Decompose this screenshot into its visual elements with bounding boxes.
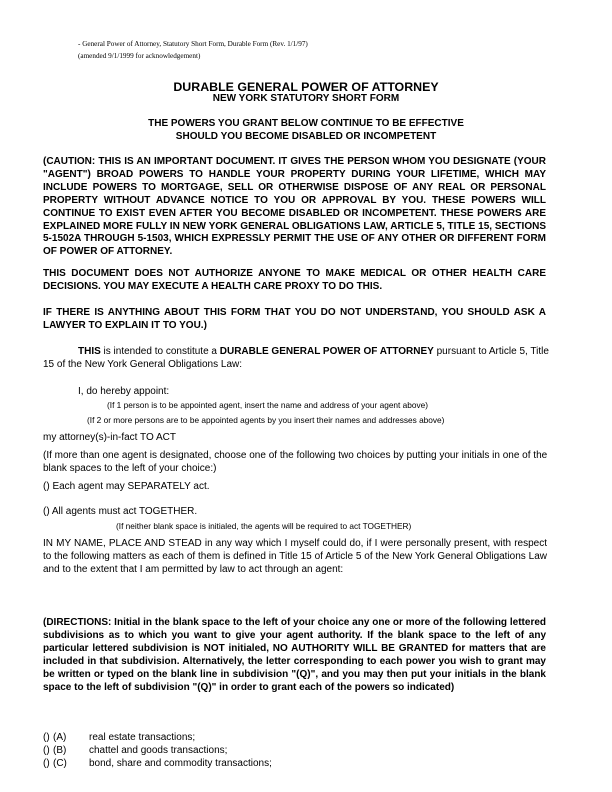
in-my-name-paragraph: IN MY NAME, PLACE AND STEAD in any way which I myself could do, if I were personally present, with respect to the following matters as each of them is defined in Title 15 of Article 5 of the New York General Obligations Law and to the extent that I am permitted by law to act through an agent:: [43, 538, 547, 575]
directions-paragraph: (DIRECTIONS: Initial in the blank space to the left of your choice any one or more of the following lettered subdivisions as to which you want to give your agent authority. If the blank space to the left of any particular lettered subdivision is NOT initialed, NO AUTHORITY WILL BE GRANTED for matters that are included in that subdivision. Alternatively, the letter corresponding to each power you wish to grant may be written or typed on the blank line in subdivision "(Q)", and you may then put your initials in the blank space to the left of subdivision "(Q)" in order to grant each of the powers so indicated): [43, 617, 546, 693]
effective-notice: [0, 117, 612, 143]
caution-paragraph: (CAUTION: THIS IS AN IMPORTANT DOCUMENT. IT GIVES THE PERSON WHOM YOU DESIGNATE (YOUR "AGENT") BROAD POWERS TO HANDLE YOUR PROPERTY DURING YOUR LIFETIME, WHICH MAY INCLUDE POWERS TO MORTGAGE, SELL OR OTHERWISE DISPOSE OF ANY REAL OR PERSONAL PROPERTY WITHOUT ADVANCE NOTICE TO YOU OR APPROVAL BY YOU. THESE POWERS WILL CONTINUE TO EXIST EVEN AFTER YOU BECOME DISABLED OR INCOMPETENT. THESE POWERS ARE EXPLAINED MORE FULLY IN NEW YORK GENERAL OBLIGATIONS LAW, ARTICLE 5, TITLE 15, SECTIONS 5-1502A THROUGH 5-1503, WHICH EXPRESSLY PERMIT THE USE OF ANY OTHER OR DIFFERENT FORM OF POWER OF ATTORNEY.: [43, 156, 546, 258]
intro-paragraph: [43, 346, 553, 372]
attorney-in-fact-line: my attorney(s)-in-fact TO ACT: [43, 432, 176, 443]
separately-option: () Each agent may SEPARATELY act.: [43, 481, 210, 492]
no-medical-paragraph: THIS DOCUMENT DOES NOT AUTHORIZE ANYONE TO MAKE MEDICAL OR OTHER HEALTH CARE DECISIONS. YOU MAY EXECUTE A HEALTH CARE PROXY TO DO THIS.: [43, 268, 546, 292]
note-together-default: (If neither blank space is initialed, the agents will be required to act TOGETHER): [116, 521, 412, 531]
subdivision-text: bond, share and commodity transactions;: [89, 758, 272, 769]
choose-instruction: (If more than one agent is designated, choose one of the following two choices by putting your initials in one of the blank spaces to the left of your choice:): [43, 450, 548, 474]
effective-notice-line-2: SHOULD YOU BECOME DISABLED OR INCOMPETENT: [175, 131, 437, 142]
document-subtitle: NEW YORK STATUTORY SHORT FORM: [212, 93, 400, 104]
subdivision-letter: (B): [53, 745, 67, 756]
intro-this: THIS: [78, 346, 101, 357]
subdivision-letter: (C): [53, 758, 67, 769]
subdivision-text: real estate transactions;: [89, 732, 196, 743]
form-amendment-line: (amended 9/1/1999 for acknowledgement): [78, 52, 201, 60]
initials-blank: (): [43, 732, 50, 743]
ask-lawyer-paragraph: IF THERE IS ANYTHING ABOUT THIS FORM THAT YOU DO NOT UNDERSTAND, YOU SHOULD ASK A LAWYER TO EXPLAIN IT TO YOU.): [43, 307, 546, 331]
appoint-line: I, do hereby appoint:: [78, 386, 170, 397]
effective-notice-line-1: THE POWERS YOU GRANT BELOW CONTINUE TO BE EFFECTIVE: [148, 118, 464, 129]
intro-form-name: DURABLE GENERAL POWER OF ATTORNEY: [219, 346, 434, 357]
subdivision-letter: (A): [53, 732, 67, 743]
intro-mid: is intended to constitute a: [100, 346, 220, 357]
intro-rest: pursuant to Article 5, Title 15 of the New York General Obligations Law:: [43, 346, 549, 370]
note-multiple-agents: (If 2 or more persons are to be appointed agents by you insert their names and addresses above): [87, 415, 445, 425]
note-one-agent: (If 1 person is to be appointed agent, insert the name and address of your agent above): [107, 400, 429, 410]
initials-blank: (): [43, 758, 50, 769]
document-title: DURABLE GENERAL POWER OF ATTORNEY: [173, 80, 439, 94]
together-option: () All agents must act TOGETHER.: [43, 506, 198, 517]
subdivision-text: chattel and goods transactions;: [89, 745, 228, 756]
initials-blank: (): [43, 745, 50, 756]
form-revision-line: - General Power of Attorney, Statutory Short Form, Durable Form (Rev. 1/1/97): [78, 40, 308, 48]
